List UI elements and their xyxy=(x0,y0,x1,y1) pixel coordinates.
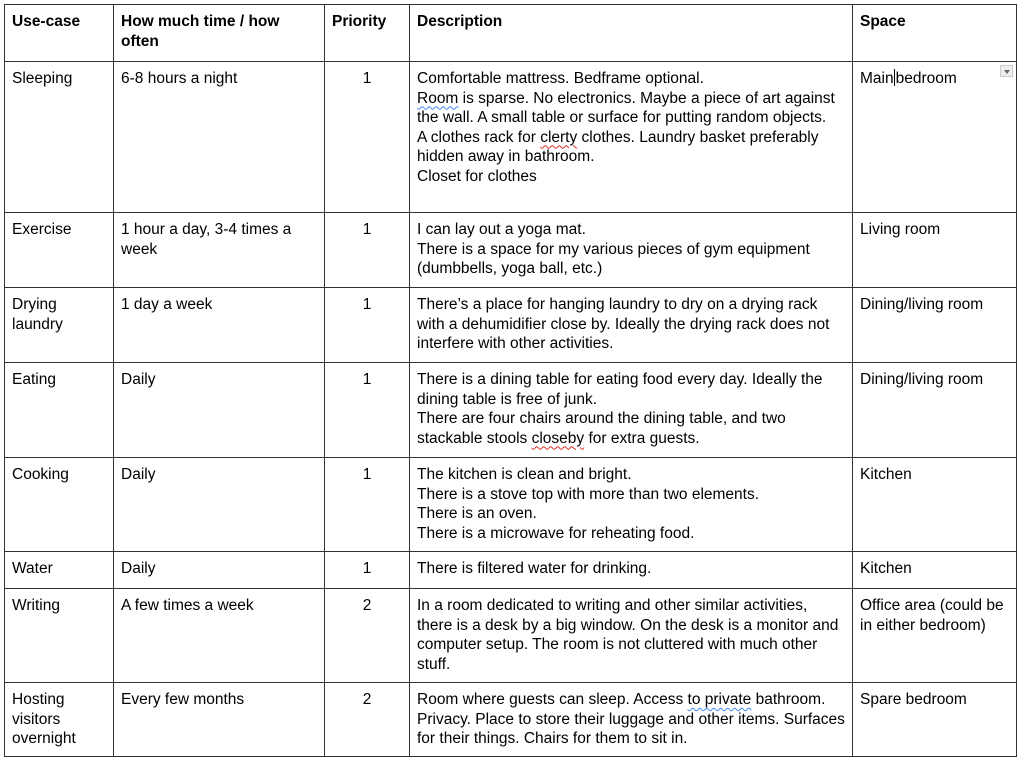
cell-space[interactable]: Spare bedroom xyxy=(853,683,1017,757)
cell-description[interactable] xyxy=(410,552,853,589)
header-time[interactable]: How much time / how often xyxy=(114,5,325,62)
table-row-water xyxy=(5,552,1017,589)
chevron-down-icon[interactable] xyxy=(1000,65,1013,77)
spellcheck-mark[interactable]: to private xyxy=(687,691,752,708)
cell-use-case[interactable]: Drying laundry xyxy=(5,288,114,363)
table-row-drying-laundry xyxy=(5,288,1017,363)
cell-priority[interactable]: 2 xyxy=(325,589,410,683)
cell-time[interactable]: Daily xyxy=(114,363,325,458)
header-use-case[interactable]: Use-case xyxy=(5,5,114,62)
table-row-writing xyxy=(5,589,1017,683)
cell-priority[interactable]: 1 xyxy=(325,363,410,458)
spellcheck-mark[interactable]: closeby xyxy=(531,429,585,447)
table-row-eating xyxy=(5,363,1017,458)
cell-description[interactable] xyxy=(410,458,853,552)
cell-space[interactable]: Kitchen xyxy=(853,458,1017,552)
cell-priority[interactable]: 1 xyxy=(325,213,410,288)
cell-time[interactable]: Daily xyxy=(114,458,325,552)
description-line: There’s a place for hanging laundry to dry on a drying rack with a dehumidifier close by. Ideally the drying rack does not interfere with other activities. xyxy=(417,296,830,352)
header-priority[interactable]: Priority xyxy=(325,5,410,62)
header-description[interactable]: Description xyxy=(410,5,853,62)
cell-time[interactable]: Every few months xyxy=(114,683,325,757)
cell-description[interactable] xyxy=(410,589,853,683)
cell-space[interactable]: Office area (could be in either bedroom) xyxy=(853,589,1017,683)
space-text-after-cursor: bedroom xyxy=(895,70,957,87)
use-case-table xyxy=(4,4,1017,757)
cell-use-case[interactable]: Cooking xyxy=(5,458,114,552)
table-row-sleeping xyxy=(5,62,1017,213)
cell-priority[interactable]: 2 xyxy=(325,683,410,757)
description-line: The kitchen is clean and bright. xyxy=(417,466,632,483)
header-row xyxy=(5,5,1017,62)
cell-time[interactable]: Daily xyxy=(114,552,325,589)
description-line: There is filtered water for drinking. xyxy=(417,560,652,577)
description-line: There is a microwave for reheating food. xyxy=(417,524,695,542)
table-row-exercise xyxy=(5,213,1017,288)
spellcheck-mark[interactable]: clerty xyxy=(540,128,578,146)
description-line: There is a stove top with more than two elements. xyxy=(417,485,760,503)
description-line: There is a space for my various pieces of gym equipment (dumbbells, yoga ball, etc.) xyxy=(417,240,810,277)
cell-time[interactable]: 1 hour a day, 3-4 times a week xyxy=(114,213,325,288)
space-text-before-cursor: Main xyxy=(860,70,894,87)
cell-time[interactable]: A few times a week xyxy=(114,589,325,683)
cell-priority[interactable]: 1 xyxy=(325,552,410,589)
cell-time[interactable]: 1 day a week xyxy=(114,288,325,363)
cell-use-case[interactable]: Writing xyxy=(5,589,114,683)
description-line: Room is sparse. No electronics. Maybe a piece of art against the wall. A small table or surface for putting random objects. xyxy=(417,89,835,126)
cell-space[interactable]: Dining/living room xyxy=(853,363,1017,458)
description-line: There is an oven. xyxy=(417,505,537,522)
cell-use-case[interactable]: Sleeping xyxy=(5,62,114,213)
cell-description[interactable] xyxy=(410,683,853,757)
cell-priority[interactable]: 1 xyxy=(325,458,410,552)
cell-use-case[interactable]: Exercise xyxy=(5,213,114,288)
cell-space[interactable] xyxy=(853,62,1017,213)
header-space[interactable]: Space xyxy=(853,5,1017,62)
cell-use-case[interactable]: Eating xyxy=(5,363,114,458)
table-row-cooking xyxy=(5,458,1017,552)
cell-description[interactable] xyxy=(410,62,853,213)
description-line: In a room dedicated to writing and other similar activities, there is a desk by a big window. On the desk is a monitor and computer setup. The room is not cluttered with much other stuff. xyxy=(417,597,839,673)
cell-space[interactable]: Kitchen xyxy=(853,552,1017,589)
cell-use-case[interactable]: Water xyxy=(5,552,114,589)
cell-description[interactable] xyxy=(410,363,853,458)
cell-priority[interactable]: 1 xyxy=(325,288,410,363)
table-row-hosting-visitors xyxy=(5,683,1017,757)
description-line: There are four chairs around the dining table, and two stackable stools closeby for extra guests. xyxy=(417,410,786,447)
cell-description[interactable] xyxy=(410,288,853,363)
cell-description[interactable] xyxy=(410,213,853,288)
description-line: Closet for clothes xyxy=(417,167,537,185)
spellcheck-mark[interactable]: Room xyxy=(417,89,459,107)
description-line: Room where guests can sleep. Access to private bathroom. Privacy. Place to store their luggage and other items. Surfaces for their things. Chairs for them to sit in. xyxy=(417,691,845,747)
description-line: There is a dining table for eating food every day. Ideally the dining table is free of junk. xyxy=(417,371,823,408)
description-line: Comfortable mattress. Bedframe optional. xyxy=(417,70,704,87)
cell-space[interactable]: Dining/living room xyxy=(853,288,1017,363)
cell-space[interactable]: Living room xyxy=(853,213,1017,288)
description-line: I can lay out a yoga mat. xyxy=(417,221,586,238)
description-line: A clothes rack for clerty clothes. Laundry basket preferably hidden away in bathroom. xyxy=(417,128,819,165)
cell-time[interactable]: 6-8 hours a night xyxy=(114,62,325,213)
cell-use-case[interactable]: Hosting visitors overnight xyxy=(5,683,114,757)
cell-priority[interactable]: 1 xyxy=(325,62,410,213)
